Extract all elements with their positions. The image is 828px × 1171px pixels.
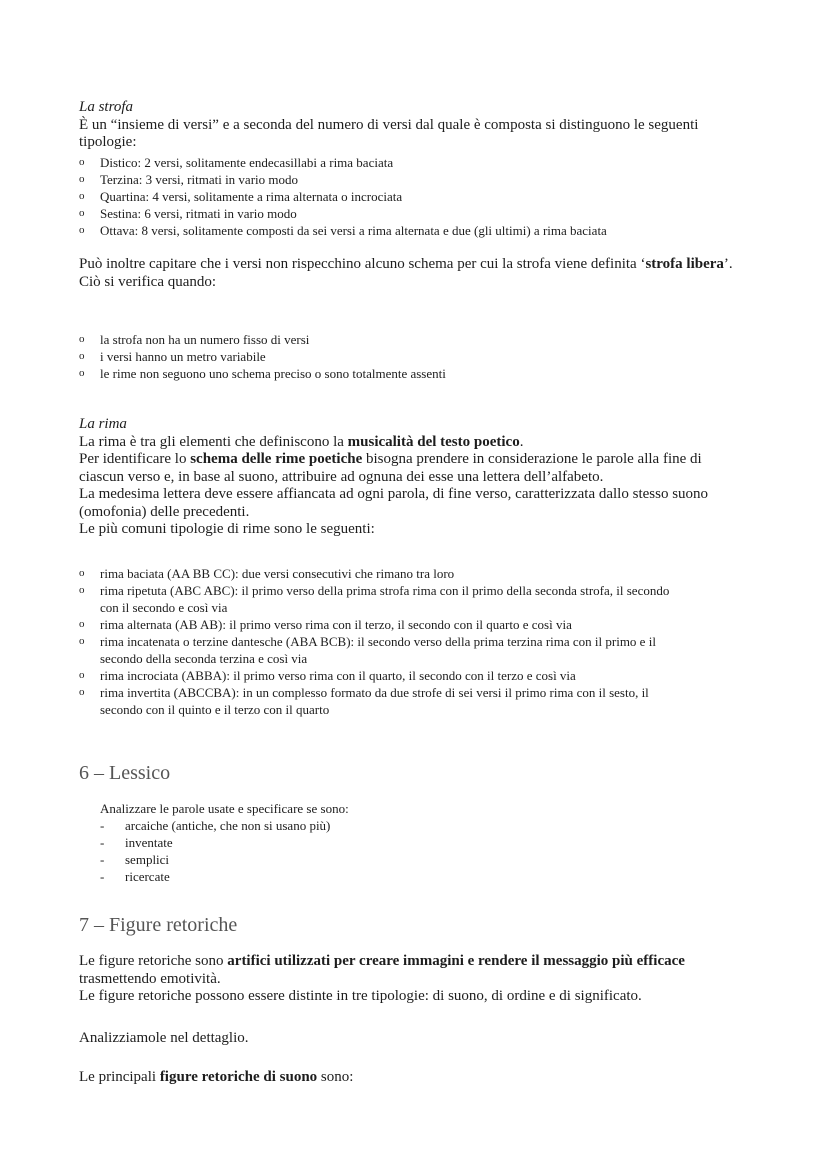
bullet-circle-icon: o — [79, 367, 85, 379]
bullet-circle-icon: o — [79, 224, 85, 236]
list-item: o rima incatenata o terzine dantesche (ABA BCB): il secondo verso della prima terzina rima con il primo e il secondo della seconda terzina e così via — [79, 634, 656, 666]
list-item: o Ottava: 8 versi, solitamente composti da sei versi a rima alternata e due (gli ultimi) a rima baciata — [79, 223, 607, 238]
bullet-circle-icon: o — [79, 333, 85, 345]
list-item: o rima ripetuta (ABC ABC): il primo verso della prima strofa rima con il primo della seconda strofa, il secondo con il secondo e così via — [79, 583, 670, 615]
list-item: o Sestina: 6 versi, ritmati in vario modo — [79, 206, 297, 221]
bullet-circle-icon: o — [79, 350, 85, 362]
list-item: o Distico: 2 versi, solitamente endecasillabi a rima baciata — [79, 155, 394, 170]
list-item: o le rime non seguono uno schema preciso o sono totalmente assenti — [79, 366, 446, 381]
strofa-intro: È un “insieme di versi” e a seconda del numero di versi dal quale è composta si distinguono le seguenti tipologie: — [79, 116, 699, 150]
strofa-libera-paragraph: Può inoltre capitare che i versi non rispecchino alcuno schema per cui la strofa viene definita ‘strofa libera’. Ciò si verifica quando: — [79, 256, 739, 291]
bullet-circle-icon: o — [79, 669, 85, 681]
bullet-circle-icon: o — [79, 173, 85, 185]
list-item: o rima invertita (ABCCBA): in un complesso formato da due strofe di sei versi il primo rima con il sesto, il secondo con il quinto e il terzo con il quarto — [79, 685, 649, 717]
rima-types-list — [79, 565, 679, 718]
strofa-quando: Ciò si verifica quando: — [79, 273, 217, 290]
lessico-intro: Analizzare le parole usate e specificare se sono: — [100, 801, 349, 816]
figure-paragraph-3: Analizziamole nel dettaglio. — [79, 1030, 249, 1046]
list-item: o la strofa non ha un numero fisso di versi — [79, 332, 310, 347]
bullet-circle-icon: o — [79, 190, 85, 202]
section-heading-lessico: 6 – Lessico — [79, 762, 171, 784]
bullet-circle-icon: o — [79, 686, 85, 698]
list-item: o rima alternata (AB AB): il primo verso rima con il terzo, il secondo con il quarto e così via — [79, 617, 572, 632]
rima-line-2: Per identificare lo schema delle rime poetiche bisogna prendere in considerazione le parole alla fine di ciascun verso e, in base al suono, attribuire ad ognuna dei esse una lettera dell’alfabeto. — [79, 451, 702, 485]
bullet-circle-icon: o — [79, 567, 85, 579]
bullet-dash-icon: - — [100, 852, 105, 867]
list-item: o Quartina: 4 versi, solitamente a rima alternata o incrociata — [79, 189, 403, 204]
bullet-circle-icon: o — [79, 618, 85, 630]
bullet-dash-icon: - — [100, 869, 105, 884]
bullet-circle-icon: o — [79, 156, 85, 168]
strofa-libera-term: strofa libera — [645, 256, 724, 272]
list-item: - ricercate — [100, 869, 170, 884]
figure-paragraph-4: Le principali figure retoriche di suono sono: — [79, 1069, 354, 1085]
section-strofa — [79, 99, 749, 152]
figure-paragraph-1: Le figure retoriche sono artifici utilizzati per creare immagini e rendere il messaggio più efficace trasmettendo emotività. Le figure retoriche possono essere distinte in tre tipologie: di suono, di ordine e di significato. — [79, 953, 689, 1006]
list-item: o Terzina: 3 versi, ritmati in vario modo — [79, 172, 299, 187]
bullet-dash-icon: - — [100, 818, 105, 833]
section-rima — [79, 416, 749, 539]
list-item: - semplici — [100, 852, 170, 867]
list-item: - inventate — [100, 835, 173, 850]
strofa-title: La strofa — [79, 99, 134, 115]
section-heading-figure-retoriche: 7 – Figure retoriche — [79, 914, 238, 936]
rima-title: La rima — [79, 416, 127, 432]
bullet-circle-icon: o — [79, 584, 85, 596]
list-item: o rima baciata (AA BB CC): due versi consecutivi che rimano tra loro — [79, 566, 455, 581]
list-item: o i versi hanno un metro variabile — [79, 349, 266, 364]
rima-line-1: La rima è tra gli elementi che definiscono la musicalità del testo poetico. — [79, 433, 524, 450]
list-item: - arcaiche (antiche, che non si usano più) — [100, 818, 331, 833]
list-item: o rima incrociata (ABBA): il primo verso rima con il quarto, il secondo con il terzo e così via — [79, 668, 576, 683]
bullet-circle-icon: o — [79, 207, 85, 219]
strofa-types-list — [79, 154, 759, 239]
figure-paragraph-2: Le figure retoriche possono essere distinte in tre tipologie: di suono, di ordine e di significato. — [79, 988, 642, 1004]
lessico-list — [100, 817, 600, 885]
rima-line-3: La medesima lettera deve essere affiancata ad ogni parola, di fine verso, caratterizzata dallo stesso suono (omofonia) delle precedenti. — [79, 486, 709, 520]
rima-line-4: Le più comuni tipologie di rime sono le seguenti: — [79, 521, 375, 537]
strofa-conditions-list — [79, 331, 759, 382]
bullet-dash-icon: - — [100, 835, 105, 850]
bullet-circle-icon: o — [79, 635, 85, 647]
